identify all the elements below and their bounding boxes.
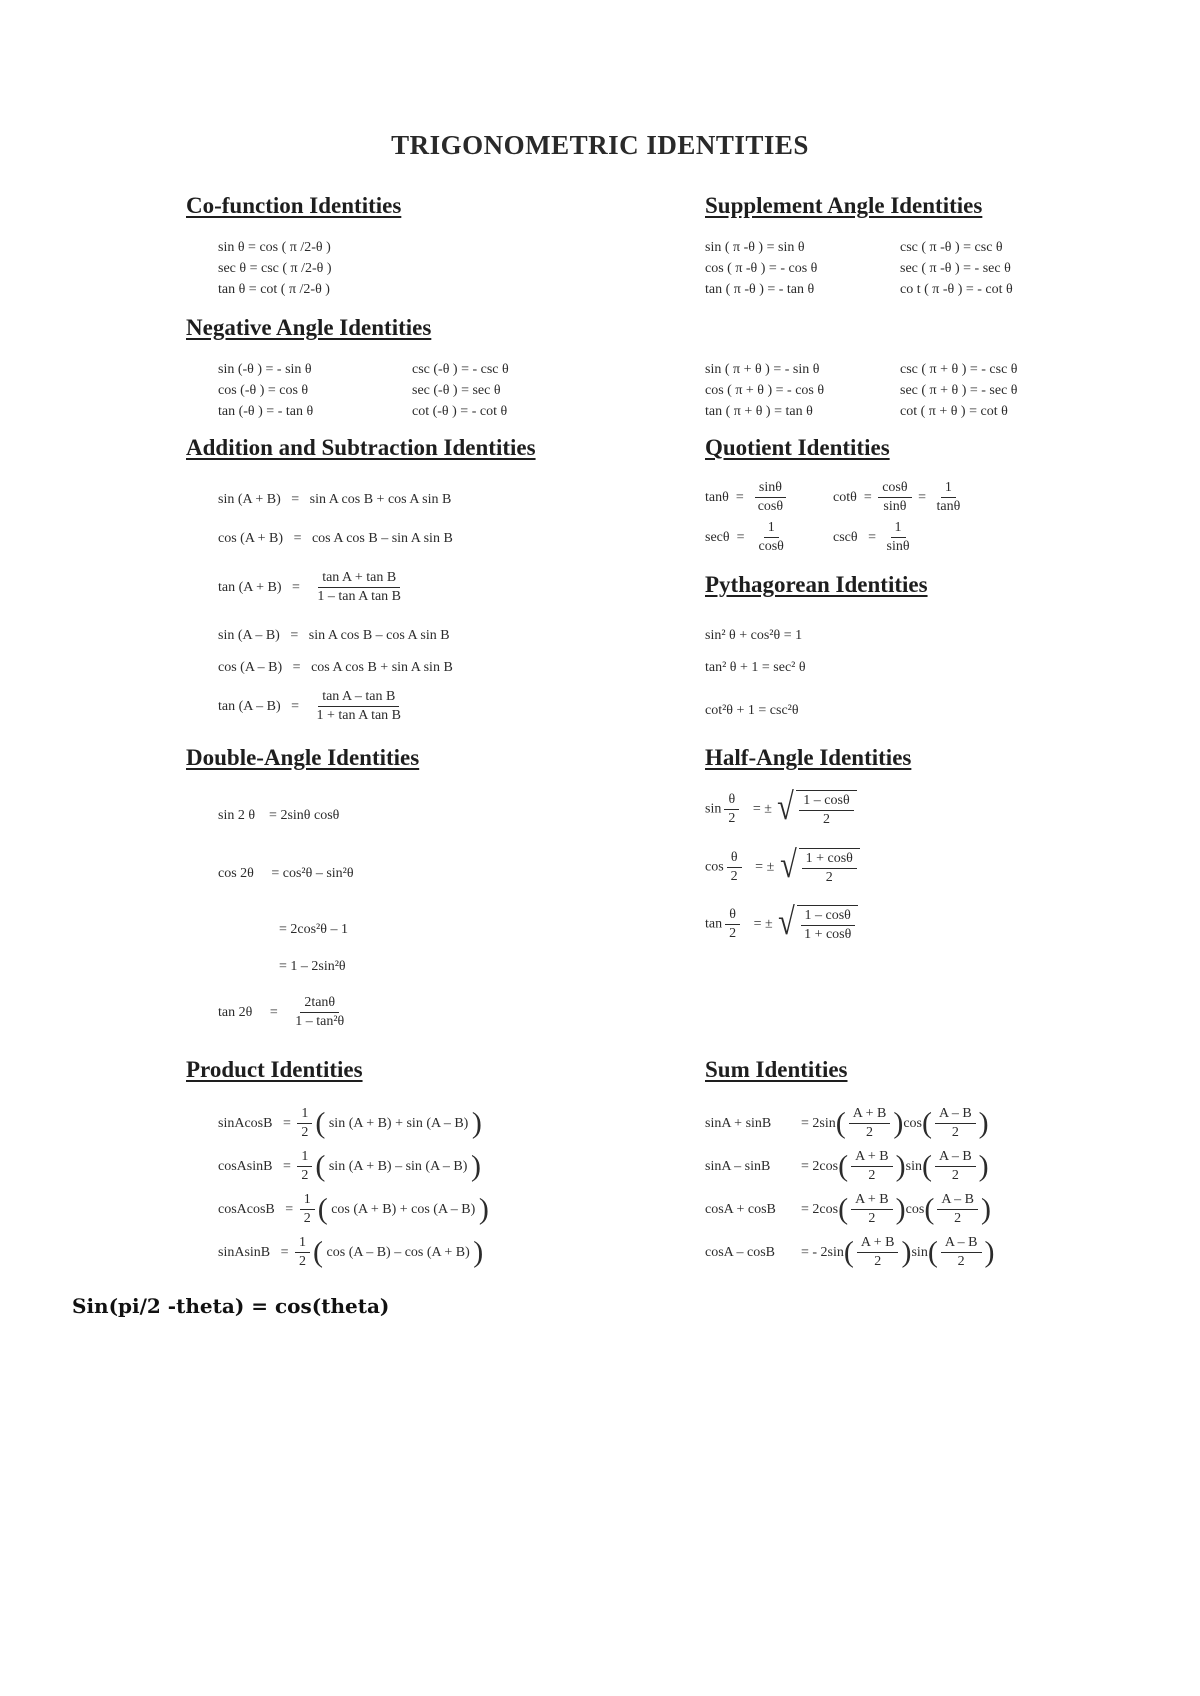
fraction: $\frac{\cos\theta}{\sin\theta}$ [878,480,911,515]
product-row: sinAsinB = $\frac{1}{2}$ ( cos (A – B) – cos (A + B) ) [218,1235,484,1270]
sum-row: sinA + sinB = 2sin( $\frac{A + B}{2}$ )cos( $\frac{A - B}{2}$ ) [705,1106,989,1141]
negative-heading: Negative Angle Identities [186,315,432,340]
fraction: $\frac{2\tan\theta}{\text{1 – tan²θ}}$ [295,995,345,1030]
fraction: $\frac{1}{2}$ [300,1192,315,1227]
fraction: $\frac{\theta}{2}$ [724,792,739,827]
square-root: √ $\frac{1 - \cos\theta}{1 + \cos\theta}$ [776,905,858,943]
supplement-row: cot ( π + θ ) = cot θ [900,404,1008,419]
fraction: $\frac{A - B}{2}$ [935,1106,976,1141]
fraction: $\frac{1}{2}$ [297,1106,312,1141]
sin-double-identity: sin 2 θ = 2sinθ cosθ [218,808,340,823]
sum-row: sinA – sinB = 2cos( $\frac{A + B}{2}$ )sin( $\frac{A - B}{2}$ ) [705,1149,989,1184]
cofunction-row: sin θ = cos ( π /2-θ ) [218,240,331,255]
cos-double-identity: cos 2θ = cos²θ – sin²θ [218,866,354,881]
negative-row: sin (-θ ) = - sin θ [218,362,312,377]
tan-half-identity: tan $\frac{\theta}{2}$ = ± √ $\frac{1 - \cos\theta}{1 + \cos\theta}$ [705,905,858,943]
fraction: $\frac{1 + \cos\theta}{2}$ [802,851,857,886]
page-title: TRIGONOMETRIC IDENTITIES [391,130,809,160]
tan-sum-identity: tan (A + B) = $\frac{\text{tan A + tan B}}{\text{1 – tan A tan B}}$ [218,570,408,605]
fraction: $\frac{1 - \cos\theta}{1 + \cos\theta}$ [800,908,855,943]
cofunction-row: sec θ = csc ( π /2-θ ) [218,261,332,276]
fraction: $\frac{A - B}{2}$ [941,1235,982,1270]
cos-sum-identity: cos (A + B) = cos A cos B – sin A sin B [218,531,453,546]
fraction: $\frac{\text{tan A + tan B}}{\text{1 – tan A tan B}}$ [317,570,402,605]
fraction: $\frac{\text{tan A – tan B}}{\text{1 + tan A tan B}}$ [316,689,402,724]
fraction: $\frac{1}{2}$ [297,1149,312,1184]
tan-quotient-identity: tanθ = $\frac{\sin\theta}{\cos\theta}$ [705,480,790,515]
sum-row: cosA + cosB = 2cos( $\frac{A + B}{2}$ )cos( $\frac{A - B}{2}$ ) [705,1192,991,1227]
supplement-row: sec ( π + θ ) = - sec θ [900,383,1018,398]
fraction: $\frac{1}{\sin\theta}$ [886,520,910,555]
cofunction-row: tan θ = cot ( π /2-θ ) [218,282,330,297]
supplement-row: co t ( π -θ ) = - cot θ [900,282,1013,297]
supplement-row: csc ( π -θ ) = csc θ [900,240,1003,255]
cot-quotient-identity: cotθ = $\frac{\cos\theta}{\sin\theta}$ = $\frac{1}{\tan\theta}$ [833,480,967,515]
product-row: sinAcosB = $\frac{1}{2}$ ( sin (A + B) + sin (A – B) ) [218,1106,482,1141]
negative-row: csc (-θ ) = - csc θ [412,362,509,377]
fraction: $\frac{A - B}{2}$ [937,1192,978,1227]
sin-sum-identity: sin (A + B) = sin A cos B + cos A sin B [218,492,452,507]
sum-heading: Sum Identities [705,1057,848,1082]
sec-quotient-identity: secθ = $\frac{1}{\cos\theta}$ [705,520,791,555]
cos-double-alt: = 1 – 2sin²θ [279,959,346,974]
fraction: $\frac{A + B}{2}$ [851,1149,893,1184]
supplement-row: tan ( π -θ ) = - tan θ [705,282,815,297]
supplement-heading: Supplement Angle Identities [705,193,983,218]
pythagorean-row: sin² θ + cos²θ = 1 [705,628,803,643]
cos-double-alt: = 2cos²θ – 1 [279,922,348,937]
quotient-heading: Quotient Identities [705,435,890,460]
fraction: $\frac{A + B}{2}$ [849,1106,891,1141]
product-row: cosAcosB = $\frac{1}{2}$ ( cos (A + B) + cos (A – B) ) [218,1192,489,1227]
fraction: $\frac{1 - \cos\theta}{2}$ [799,793,853,828]
pythagorean-heading: Pythagorean Identities [705,572,928,597]
supplement-row: tan ( π + θ ) = tan θ [705,404,813,419]
cos-diff-identity: cos (A – B) = cos A cos B + sin A sin B [218,660,453,675]
pythagorean-row: tan² θ + 1 = sec² θ [705,660,806,675]
fraction: $\frac{1}{2}$ [295,1235,310,1270]
square-root: √ $\frac{1 - \cos\theta}{2}$ [775,790,856,828]
addition-heading: Addition and Subtraction Identities [186,435,536,460]
fraction: $\frac{\sin\theta}{\cos\theta}$ [754,480,787,515]
half-angle-heading: Half-Angle Identities [705,745,912,770]
sum-row: cosA – cosB = - 2sin( $\frac{A + B}{2}$ )sin( $\frac{A - B}{2}$ ) [705,1235,995,1270]
sin-half-identity: sin $\frac{\theta}{2}$ = ± √ $\frac{1 - \cos\theta}{2}$ [705,790,857,828]
fraction: $\frac{A - B}{2}$ [935,1149,976,1184]
fraction: $\frac{1}{\tan\theta}$ [936,480,961,515]
csc-quotient-identity: cscθ = $\frac{1}{\sin\theta}$ [833,520,917,555]
fraction: $\frac{\theta}{2}$ [725,907,740,942]
typed-note: Sin(pi/2 -theta) = cos(theta) [72,1294,390,1318]
negative-row: tan (-θ ) = - tan θ [218,404,314,419]
supplement-row: sec ( π -θ ) = - sec θ [900,261,1011,276]
negative-row: cos (-θ ) = cos θ [218,383,309,398]
supplement-row: cos ( π + θ ) = - cos θ [705,383,825,398]
sin-diff-identity: sin (A – B) = sin A cos B – cos A sin B [218,628,450,643]
supplement-row: csc ( π + θ ) = - csc θ [900,362,1018,377]
fraction: $\frac{A + B}{2}$ [851,1192,893,1227]
supplement-row: sin ( π -θ ) = sin θ [705,240,805,255]
supplement-row: cos ( π -θ ) = - cos θ [705,261,818,276]
negative-row: cot (-θ ) = - cot θ [412,404,508,419]
cos-half-identity: cos $\frac{\theta}{2}$ = ± √ $\frac{1 + \cos\theta}{2}$ [705,848,860,886]
cofunction-heading: Co-function Identities [186,193,402,218]
fraction: $\frac{1}{\cos\theta}$ [758,520,784,555]
product-heading: Product Identities [186,1057,363,1082]
negative-row: sec (-θ ) = sec θ [412,383,501,398]
pythagorean-row: cot²θ + 1 = csc²θ [705,703,799,718]
supplement-row: sin ( π + θ ) = - sin θ [705,362,820,377]
fraction: $\frac{\theta}{2}$ [727,850,742,885]
square-root: √ $\frac{1 + \cos\theta}{2}$ [778,848,860,886]
tan-double-identity: tan 2θ = $\frac{2\tan\theta}{\text{1 – tan²θ}}$ [218,995,351,1030]
product-row: cosAsinB = $\frac{1}{2}$ ( sin (A + B) – sin (A – B) ) [218,1149,481,1184]
tan-diff-identity: tan (A – B) = $\frac{\text{tan A – tan B}}{\text{1 + tan A tan B}}$ [218,689,408,724]
double-angle-heading: Double-Angle Identities [186,745,420,770]
fraction: $\frac{A + B}{2}$ [857,1235,899,1270]
